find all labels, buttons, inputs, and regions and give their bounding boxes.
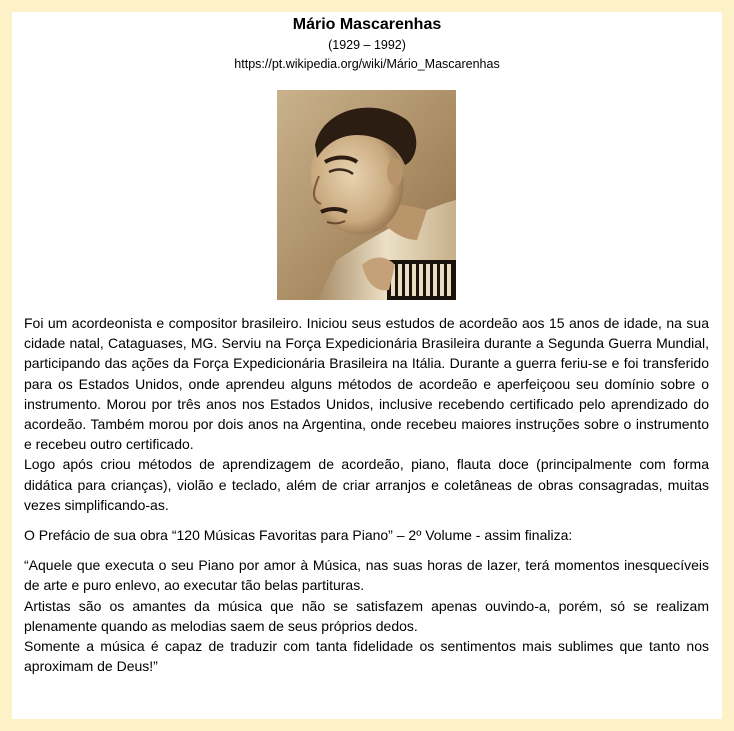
portrait-photo-icon [277,90,456,300]
lifespan-years: (1929 – 1992) [328,38,406,52]
bio-paragraph: Foi um acordeonista e compositor brasileiro. Iniciou seus estudos de acordeão aos 15 anos de idade, na sua cidade natal, Cataguases, MG. Serviu na Força Expedicionária Brasileira durante a Segunda Guerra Mundial, participando das ações da Força Expedicionária Brasileira na Itália. Durante a guerra feriu-se e foi transferido para os Estados Unidos, onde aprendeu alguns métodos de acordeão e aperfeiçoou seu domínio sobre o instrumento. Morou por três anos nos Estados Unidos, inclusive recebendo certificado pelo aprendizado do acordeão. Também morou por dois anos na Argentina, onde recebeu maiores instruções sobre o instrumento e recebeu outro certificado. [24,315,709,453]
quote-paragraph: “Aquele que executa o seu Piano por amor à Música, nas suas horas de lazer, terá momentos inesquecíveis de arte e puro enlevo, ao executar tão belas partituras. [24,557,709,594]
quote-paragraph: Artistas são os amantes da música que não se satisfazem apenas ouvindo-a, porém, só se realizam plenamente quando as melodias saem de seus próprios dedos. [24,597,709,634]
biography-text [24,313,709,676]
bio-paragraph: Logo após criou métodos de aprendizagem de acordeão, piano, flauta doce (principalmente com forma didática para crianças), violão e teclado, além de criar arranjos e coletâneas de obras consagradas, muitas vezes simplificando-as. [24,456,709,513]
page-title: Mário Mascarenhas [292,16,442,33]
source-url: https://pt.wikipedia.org/wiki/Mário_Mascarenhas [234,57,500,71]
portrait-photo [277,90,456,300]
document-page [12,12,722,719]
quote-paragraph: Somente a música é capaz de traduzir com tanta fidelidade os sentimentos mais sublimes que tanto nos aproximam de Deus!” [24,638,709,675]
preface-intro: O Prefácio de sua obra “120 Músicas Favoritas para Piano” – 2º Volume - assim finaliza: [24,527,573,544]
